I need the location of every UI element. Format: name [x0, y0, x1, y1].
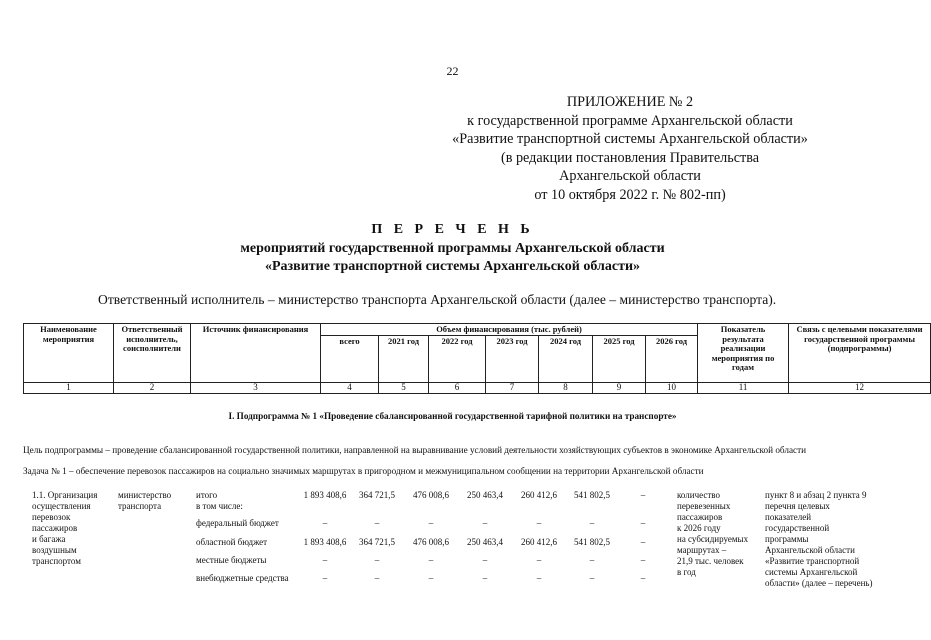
- value-2024: –: [536, 518, 542, 528]
- column-number: 6: [429, 382, 486, 393]
- header-funding-group: Объем финансирования (тыс. рублей): [321, 324, 698, 336]
- value-2022: –: [428, 518, 434, 528]
- link-line: системы Архангельской: [765, 567, 858, 577]
- value-2025: 541 802,5: [574, 490, 610, 500]
- column-number: 10: [646, 382, 698, 393]
- column-number: 3: [191, 382, 321, 393]
- column-number: 11: [698, 382, 789, 393]
- link-line: области» (далее – перечень): [765, 578, 873, 588]
- value-total: 1 893 408,6: [303, 537, 347, 547]
- header-year: 2022 год: [429, 335, 486, 382]
- source-label: итого: [196, 490, 218, 500]
- header-year: 2024 год: [539, 335, 593, 382]
- value-2023: 250 463,4: [467, 490, 503, 500]
- subprogram-goal: Цель подпрограммы – проведение сбалансированной государственной политики, направленной на выравнивание условий деятельности хозяйствующих субъектов в экономике Архангельской области: [23, 445, 807, 455]
- table-header: [23, 323, 931, 394]
- task-text: Задача № 1 – обеспечение перевозок пассажиров на социально значимых маршрутах в пригородном и межмуниципальном сообщении на территории Архангельской области: [23, 466, 704, 476]
- header-indicator: Показатель результата реализации мероприятия по годам: [698, 324, 789, 383]
- value-2021: –: [374, 573, 380, 583]
- link-line: программы: [765, 534, 809, 544]
- header-year: 2025 год: [593, 335, 646, 382]
- value-2025: 541 802,5: [574, 537, 610, 547]
- activity-name-line: и багажа: [32, 534, 66, 544]
- value-2021: 364 721,5: [359, 490, 395, 500]
- column-number: 1: [24, 382, 114, 393]
- value-2021: 364 721,5: [359, 537, 395, 547]
- subtitle-line: «Развитие транспортной системы Архангельской области»: [264, 259, 641, 274]
- value-2024: 260 412,6: [521, 490, 557, 500]
- activity-name-line: 1.1. Организация: [32, 490, 98, 500]
- value-2025: –: [589, 573, 595, 583]
- value-2023: 250 463,4: [467, 537, 503, 547]
- indicator-line: в год: [677, 567, 696, 577]
- responsible-executor-text: Ответственный исполнитель – министерство транспорта Архангельской области (далее – министерство транспорта).: [98, 292, 777, 307]
- row-indicator: [677, 490, 748, 578]
- row-target-link: [765, 490, 873, 589]
- value-2022: –: [428, 573, 434, 583]
- value-2024: –: [536, 555, 542, 565]
- value-2022: –: [428, 555, 434, 565]
- column-number: 2: [114, 382, 191, 393]
- link-line: показателей: [765, 512, 812, 522]
- source-regional: областной бюджет: [196, 537, 268, 547]
- indicator-line: пассажиров: [677, 512, 723, 522]
- activity-name-line: воздушным: [32, 545, 77, 555]
- link-line: государственной: [765, 523, 830, 533]
- source-local: местные бюджеты: [196, 555, 267, 565]
- value-2022: 476 008,6: [413, 537, 449, 547]
- source-extrabudgetary: внебюджетные средства: [196, 573, 289, 583]
- row-activity-name: [32, 490, 97, 567]
- link-line: Архангельской области: [765, 545, 855, 555]
- value-2023: –: [482, 518, 488, 528]
- header-year: 2026 год: [646, 335, 698, 382]
- header-year: 2021 год: [379, 335, 429, 382]
- column-number: 5: [379, 382, 429, 393]
- annex-block: [440, 93, 820, 204]
- indicator-line: количество: [677, 490, 720, 500]
- value-total: –: [322, 555, 328, 565]
- value-2026: –: [640, 573, 646, 583]
- column-number: 7: [486, 382, 539, 393]
- annex-line: от 10 октября 2022 г. № 802-пп): [534, 186, 726, 203]
- indicator-line: перевезенных: [677, 501, 731, 511]
- indicator-line: к 2026 году: [677, 523, 721, 533]
- activity-name-line: пассажиров: [32, 523, 78, 533]
- value-total: 1 893 408,6: [303, 490, 347, 500]
- source-sublabel: в том числе:: [196, 501, 243, 511]
- header-name: Наименование мероприятия: [24, 324, 114, 383]
- document-title: П Е Р Е Ч Е Н Ь: [371, 222, 534, 237]
- subprogram-title: I. Подпрограмма № 1 «Проведение сбалансированной государственной тарифной политики на транспорте»: [228, 411, 677, 421]
- header-year: 2023 год: [486, 335, 539, 382]
- activity-name-line: транспортом: [32, 556, 81, 566]
- value-2025: –: [589, 555, 595, 565]
- link-line: «Развитие транспортной: [765, 556, 860, 566]
- source-total: [196, 490, 243, 512]
- value-2026: –: [640, 537, 646, 547]
- value-2026: –: [640, 518, 646, 528]
- subtitle-line: мероприятий государственной программы Архангельской области: [240, 241, 665, 256]
- activity-name-line: перевозок: [32, 512, 71, 522]
- annex-line: Архангельской области: [559, 168, 701, 184]
- document-subtitle: [0, 240, 905, 276]
- executor-line: министерство: [118, 490, 172, 500]
- activity-name-line: осуществления: [32, 501, 91, 511]
- column-number: 8: [539, 382, 593, 393]
- value-2021: –: [374, 555, 380, 565]
- annex-line: (в редакции постановления Правительства: [500, 149, 760, 166]
- value-total: –: [322, 518, 328, 528]
- page-number: 22: [446, 64, 459, 78]
- annex-line: «Развитие транспортной системы Архангельской области»: [452, 131, 808, 147]
- annex-line: ПРИЛОЖЕНИЕ № 2: [566, 94, 694, 110]
- link-line: пункт 8 и абзац 2 пункта 9: [765, 490, 867, 500]
- header-executor: Ответственный исполнитель, соисполнители: [114, 324, 191, 383]
- source-federal: федеральный бюджет: [196, 518, 279, 528]
- header-source: Источник финансирования: [191, 324, 321, 383]
- indicator-line: маршрутах –: [677, 545, 727, 555]
- value-2026: –: [640, 555, 646, 565]
- header-year: всего: [321, 335, 379, 382]
- value-2024: –: [536, 573, 542, 583]
- value-2023: –: [482, 555, 488, 565]
- header-link: Связь с целевыми показателями государственной программы (подпрограммы): [789, 324, 931, 383]
- value-2022: 476 008,6: [413, 490, 449, 500]
- value-2026: –: [640, 490, 646, 500]
- column-number: 12: [789, 382, 931, 393]
- indicator-line: на субсидируемых: [677, 534, 749, 544]
- value-2021: –: [374, 518, 380, 528]
- column-number: 9: [593, 382, 646, 393]
- value-2025: –: [589, 518, 595, 528]
- executor-line: транспорта: [118, 501, 162, 511]
- row-executor: [118, 490, 171, 512]
- link-line: перечня целевых: [765, 501, 830, 511]
- value-2024: 260 412,6: [521, 537, 557, 547]
- column-number: 4: [321, 382, 379, 393]
- indicator-line: 21,9 тыс. человек: [677, 556, 744, 566]
- annex-line: к государственной программе Архангельской области: [467, 112, 793, 129]
- value-total: –: [322, 573, 328, 583]
- value-2023: –: [482, 573, 488, 583]
